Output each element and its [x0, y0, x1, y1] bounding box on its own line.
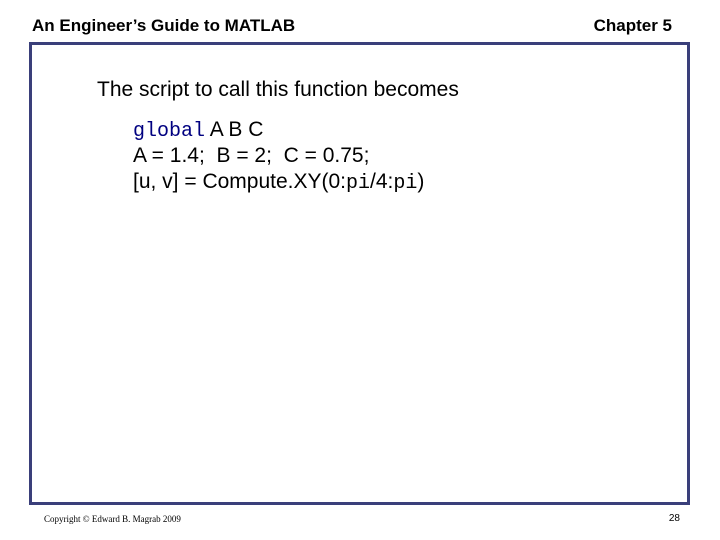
call-prefix: [u, v] = Compute.XY(0: [133, 170, 347, 193]
pi-constant: pi [393, 172, 418, 195]
code-block [133, 117, 424, 195]
code-line-2: A = 1.4; B = 2; C = 0.75; [133, 144, 370, 167]
footer-copyright: Copyright © Edward B. Magrab 2009 [44, 514, 181, 524]
code-line-1 [133, 117, 424, 143]
call-middle: /4: [370, 170, 394, 193]
slide-header-title: An Engineer’s Guide to MATLAB [32, 16, 296, 35]
slide-content-frame [29, 42, 690, 505]
global-keyword: global [133, 120, 206, 143]
page-number: 28 [668, 513, 680, 524]
slide-chapter-label: Chapter 5 [593, 16, 672, 35]
global-variables: A B C [205, 118, 264, 141]
intro-text: The script to call this function becomes [97, 78, 459, 101]
pi-constant: pi [346, 172, 371, 195]
code-line-3 [133, 169, 424, 195]
call-suffix: ) [417, 170, 425, 193]
